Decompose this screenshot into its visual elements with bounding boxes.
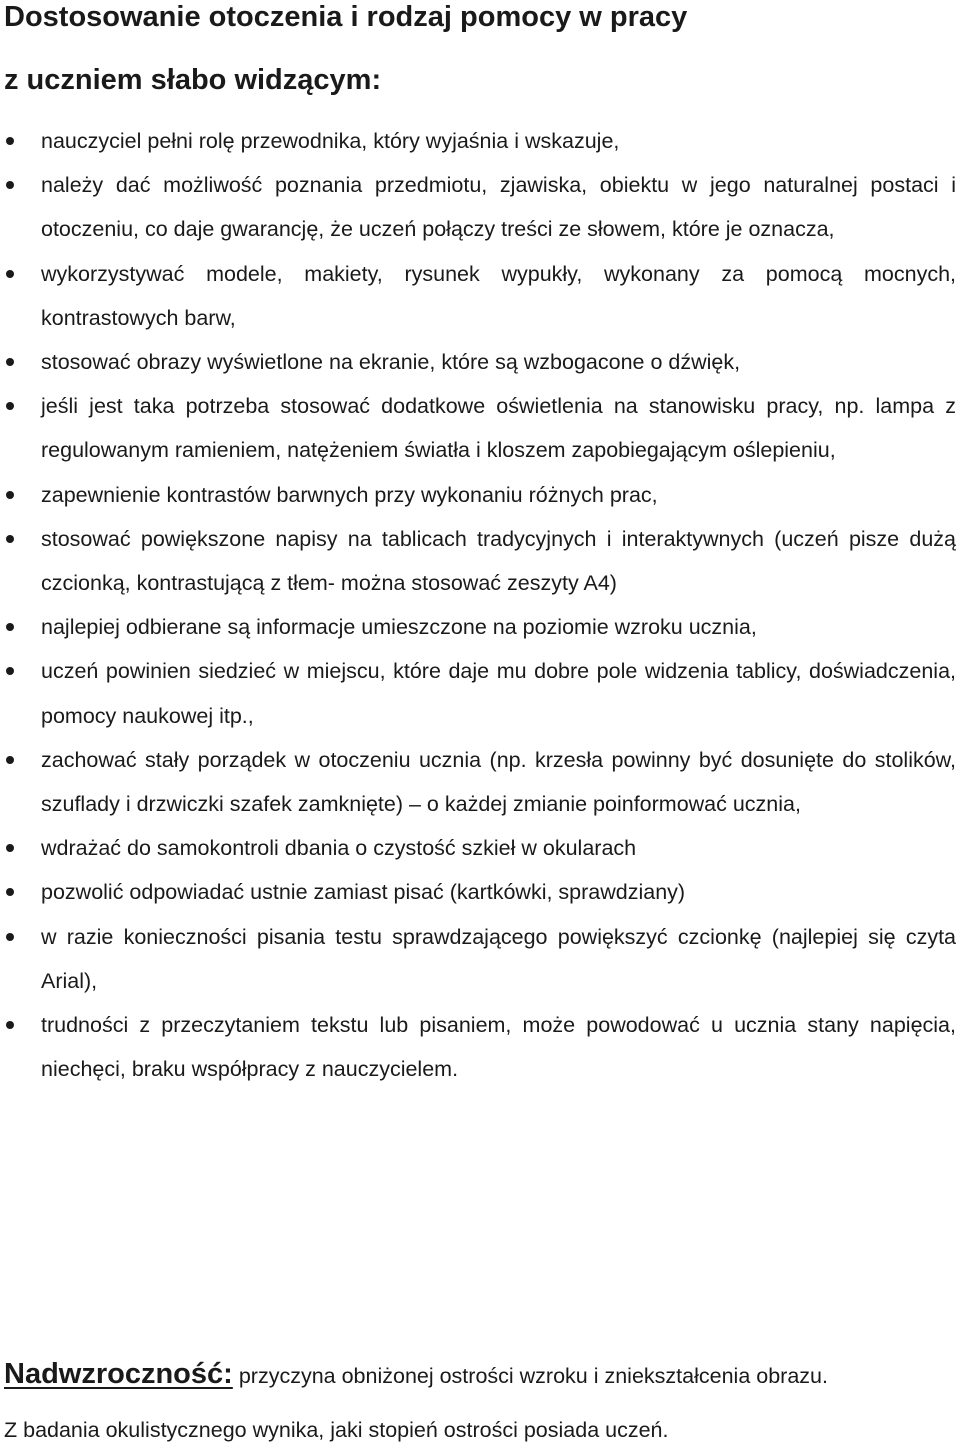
bullet-icon: [6, 667, 14, 675]
bullet-icon: [6, 933, 14, 941]
list-item: [0, 340, 956, 384]
list-item-text: stosować obrazy wyświetlone na ekranie, które są wzbogacone o dźwięk,: [41, 350, 741, 375]
footer-text: Z badania okulistycznego wynika, jaki stopień ostrości posiada uczeń.: [4, 1418, 669, 1442]
list-item-text: nauczyciel pełni rolę przewodnika, który wyjaśnia i wskazuje,: [41, 129, 620, 153]
bullet-icon: [6, 623, 14, 631]
list-item-text: w razie konieczności pisania testu sprawdzającego powiększyć czcionkę (najlepiej się czyta Arial),: [41, 924, 956, 993]
bullet-icon: [6, 888, 14, 896]
recommendations-list: [0, 119, 960, 1091]
list-item-text: najlepiej odbierane są informacje umieszczone na poziomie wzroku ucznia,: [41, 615, 757, 640]
list-item: [0, 252, 956, 340]
bullet-icon: [6, 756, 14, 764]
bullet-icon: [6, 1021, 14, 1029]
list-item-text: należy dać możliwość poznania przedmiotu, zjawiska, obiektu w jego naturalnej postaci i otoczeniu, co daje gwarancję, że uczeń połączy treści ze słowem, które je oznacza,: [41, 173, 956, 242]
list-item-text: zapewnienie kontrastów barwnych przy wykonaniu różnych prac,: [41, 482, 658, 507]
list-item-text: trudności z przeczytaniem tekstu lub pisaniem, może powodować u ucznia stany napięcia, niechęci, braku współpracy z nauczycielem.: [41, 1013, 956, 1082]
list-item: [0, 649, 956, 737]
bullet-icon: [6, 844, 14, 852]
list-item-text: pozwolić odpowiadać ustnie zamiast pisać (kartkówki, sprawdziany): [41, 880, 686, 905]
list-item-text: wykorzystywać modele, makiety, rysunek wypukły, wykonany za pomocą mocnych, kontrastowych barw,: [41, 261, 956, 330]
page-title-line-1: Dostosowanie otoczenia i rodzaj pomocy w pracy: [4, 1, 688, 33]
list-item: [0, 384, 956, 472]
bullet-icon: [6, 402, 14, 410]
list-item: [0, 163, 956, 251]
bullet-icon: [6, 181, 14, 189]
list-item-text: jeśli jest taka potrzeba stosować dodatkowe oświetlenia na stanowisku pracy, np. lampa z regulowanym ramieniem, natężeniem światła i kloszem zapobiegającym oślepieniu,: [41, 394, 956, 463]
definition-line: [4, 1356, 954, 1394]
bullet-icon: [6, 535, 14, 543]
list-item: [0, 826, 956, 870]
bullet-icon: [6, 137, 14, 145]
definition-text: przyczyna obniżonej ostrości wzroku i zniekształcenia obrazu.: [238, 1364, 828, 1388]
list-item: [0, 473, 956, 517]
list-item-text: wdrażać do samokontroli dbania o czystość szkieł w okularach: [41, 836, 637, 861]
definition-term: Nadwzroczność:: [4, 1358, 233, 1390]
list-item: [0, 870, 956, 914]
bullet-icon: [6, 491, 14, 499]
list-item: [0, 517, 956, 605]
list-item: [0, 915, 956, 1003]
list-item-text: uczeń powinien siedzieć w miejscu, które daje mu dobre pole widzenia tablicy, doświadczenia, pomocy naukowej itp.,: [41, 659, 956, 728]
list-item: [0, 119, 956, 163]
list-item: [0, 738, 956, 826]
bullet-icon: [6, 270, 14, 278]
list-item-text: zachować stały porządek w otoczeniu ucznia (np. krzesła powinny być dosunięte do stolików, szuflady i drzwiczki szafek zamknięte) – o każdej zmianie poinformować ucznia,: [41, 747, 956, 817]
list-item-text: stosować powiększone napisy na tablicach tradycyjnych i interaktywnych (uczeń pisze dużą czcionką, kontrastującą z tłem- można stosować zeszyty A4): [41, 526, 956, 596]
list-item: [0, 1003, 956, 1091]
page-title-line-2: z uczniem słabo widzącym:: [4, 64, 382, 96]
list-item: [0, 605, 956, 649]
bullet-icon: [6, 358, 14, 366]
